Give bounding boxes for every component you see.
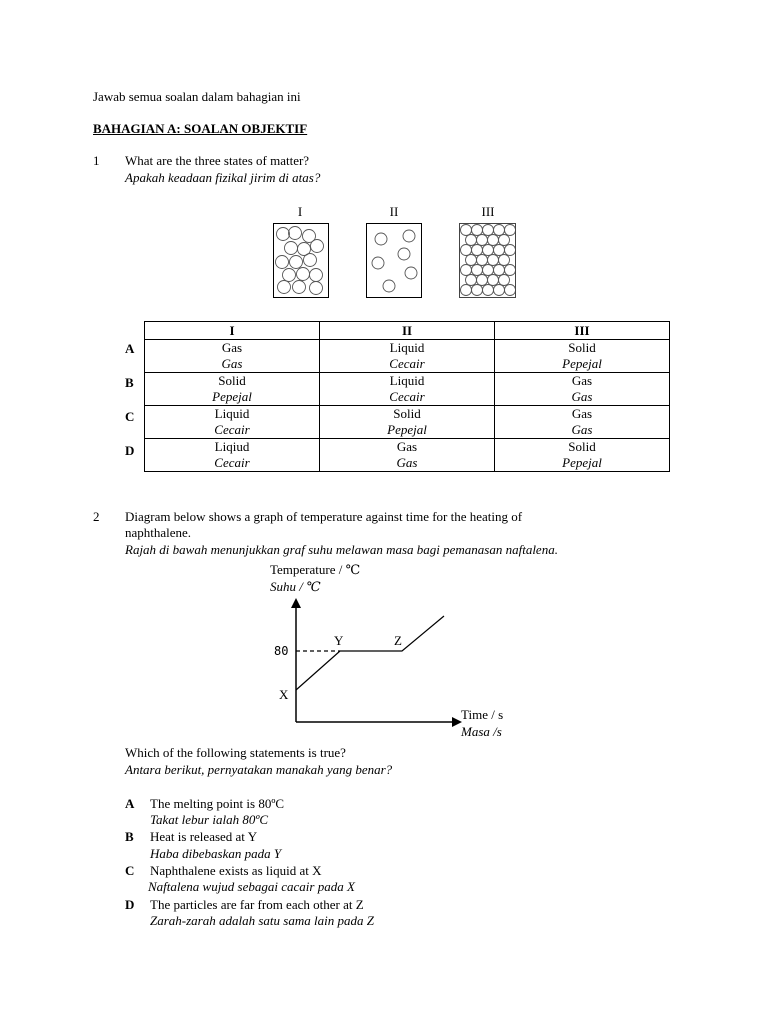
q2-question-en-line1: Diagram below shows a graph of temperature against time for the heating of [125,509,523,524]
graph-point-x: X [279,687,289,702]
q1-number: 1 [93,153,100,168]
table-header-i: I [145,322,320,340]
cell-en: Gas [571,373,593,388]
option-letter-d: D [125,897,135,912]
cell-ms: Pepejal [562,455,602,470]
graph-tick-80: 80 [274,644,289,658]
cell-en: Gas [221,340,243,355]
option-a-en: The melting point is 80ºC [150,796,285,811]
cell-en: Gas [571,406,593,421]
cell-ms: Pepejal [387,422,427,437]
cell-en: Solid [393,406,421,421]
row-letter-a: A [125,341,135,356]
cell-ms: Gas [396,455,418,470]
q1-question-en: What are the three states of matter? [125,153,310,168]
q2-stem-ms: Antara berikut, pernyatakan manakah yang benar? [125,762,393,777]
q1-question-ms: Apakah keadaan fizikal jirim di atas? [125,170,321,185]
cell-en: Solid [568,439,596,454]
diagram-label-i: I [297,204,303,219]
cell-en: Liquid [214,406,250,421]
diagram-label-iii: III [481,204,495,219]
option-letter-c: C [125,863,135,878]
cell-ms: Cecair [389,389,425,404]
graph-point-y: Y [334,633,344,648]
q2-question-ms: Rajah di bawah menunjukkan graf suhu melawan masa bagi pemanasan naftalena. [125,542,558,557]
instruction-text: Jawab semua soalan dalam bahagian ini [93,89,301,104]
row-letter-b: B [125,375,134,390]
cell-ms: Gas [571,389,593,404]
graph-x-label-ms: Masa /s [461,724,502,739]
graph-point-z: Z [394,633,402,648]
option-c-ms: Naftalena wujud sebagai cacair pada X [148,879,355,894]
row-letter-c: C [125,409,135,424]
q2-number: 2 [93,509,100,524]
cell-ms: Gas [221,356,243,371]
option-a-ms: Takat lebur ialah 80ºC [150,812,269,827]
cell-ms: Cecair [214,455,250,470]
cell-en: Liquid [389,373,425,388]
cell-en: Liqiud [214,439,250,454]
cell-en: Solid [218,373,246,388]
option-c-en: Naphthalene exists as liquid at X [150,863,322,878]
table-header-iii: III [495,322,670,340]
cell-ms: Cecair [214,422,250,437]
option-letter-a: A [125,796,135,811]
table-header-ii: II [320,322,495,340]
q2-question-en-line2: naphthalene. [125,525,192,540]
cell-ms: Gas [571,422,593,437]
cell-en: Solid [568,340,596,355]
option-d-en: The particles are far from each other at Z [150,897,364,912]
graph-x-label-en: Time / s [461,707,504,722]
cell-ms: Cecair [389,356,425,371]
row-letter-d: D [125,443,135,458]
graph-heating-curve [296,616,444,690]
cell-en: Gas [396,439,418,454]
graph-y-label-en: Temperature / ℃ [270,562,361,577]
option-b-ms: Haba dibebaskan pada Y [150,846,282,861]
option-b-en: Heat is released at Y [150,829,258,844]
q2-stem-en: Which of the following statements is true? [125,745,346,760]
cell-ms: Pepejal [562,356,602,371]
cell-ms: Pepejal [212,389,252,404]
graph-y-label-ms: Suhu / ℃ [270,579,321,594]
diagram-label-ii: II [389,204,399,219]
section-title: BAHAGIAN A: SOALAN OBJEKTIF [93,121,308,136]
option-letter-b: B [125,829,134,844]
option-d-ms: Zarah-zarah adalah satu sama lain pada Z [150,913,374,928]
cell-en: Liquid [389,340,425,355]
